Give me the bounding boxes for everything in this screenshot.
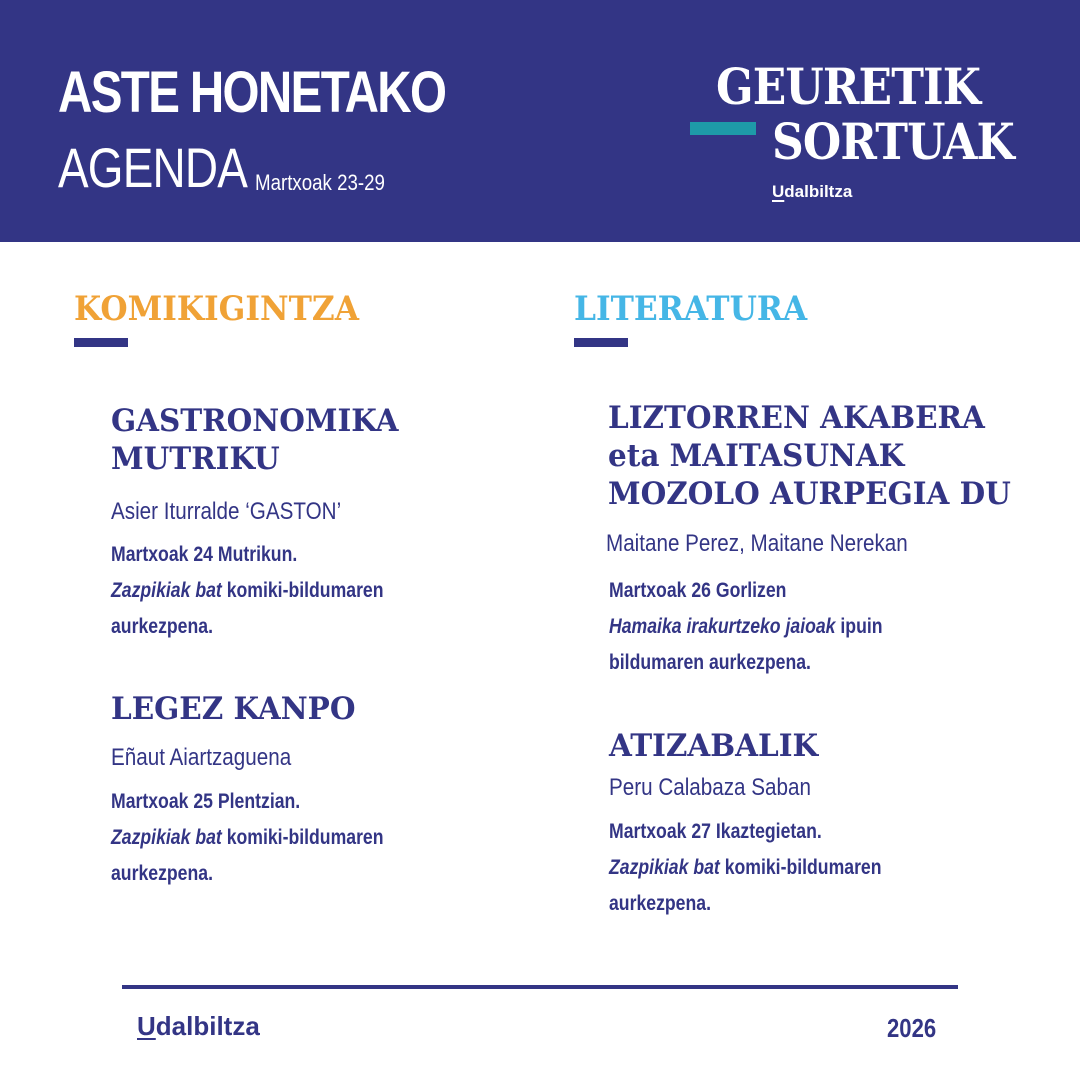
footer-logo-u-letter: U [137,1011,156,1041]
event-desc-text: komiki-bildumaren [719,856,882,879]
event-title-line: LEGEZ KANPO [111,691,356,727]
footer-year: 2026 [887,1013,937,1043]
event-title [111,402,399,478]
event-author: Peru Calabaza Saban [609,774,811,801]
event-date-place: Martxoak 26 Gorlizen [609,579,787,602]
event-title-line: ATIZABALIK [609,728,819,764]
event-title [609,727,818,765]
event-author: Maitane Perez, Maitane Nerekan [606,530,908,557]
event-work-title: Zazpikiak bat [111,579,222,602]
event-title-line: LIZTORREN AKABERA [608,400,985,436]
geuretik-logo-line1: GEURETIK [716,57,981,116]
event-date-place: Martxoak 25 Plentzian. [111,790,301,813]
event-date-place: Martxoak 24 Mutrikun. [111,543,298,566]
footer-divider [122,985,958,989]
event-title [608,399,1011,513]
event-title-line: GASTRONOMIKA [111,403,399,439]
logo-accent-bar [690,122,756,135]
event-work-title: Zazpikiak bat [609,856,720,879]
event-presentation [111,573,384,609]
literatura-underline [574,338,628,347]
event-title-line: eta MAITASUNAK [608,438,905,474]
event-title-line: MOZOLO AURPEGIA DU [608,476,1011,512]
literatura-heading: LITERATURA [574,289,808,329]
event-description [609,814,882,922]
event-desc-text: komiki-bildumaren [221,826,384,849]
footer-logo-rest: dalbiltza [155,1011,260,1041]
event-desc-end: aurkezpena. [609,892,711,915]
event-author: Eñaut Aiartzaguena [111,744,292,771]
event-presentation [609,850,882,886]
event-description [111,784,384,892]
logo-brand-rest: dalbiltza [784,182,853,201]
logo-u-letter: U [772,182,785,201]
event-desc-text: ipuin [835,615,883,638]
event-desc-end: aurkezpena. [111,862,213,885]
event-work-title: Hamaika irakurtzeko jaioak [609,615,836,638]
header-banner [0,0,1080,242]
event-description [111,537,384,645]
udalbiltza-footer-logo [137,1011,260,1042]
header-title-line1: ASTE HONETAKO [58,60,446,125]
event-desc-text: komiki-bildumaren [221,579,384,602]
event-desc-end: aurkezpena. [111,615,213,638]
event-presentation [609,609,883,645]
komikigintza-underline [74,338,128,347]
event-desc-end: bildumaren aurkezpena. [609,651,811,674]
event-author: Asier Iturralde ‘GASTON’ [111,498,342,525]
event-date-place: Martxoak 27 Ikaztegietan. [609,820,822,843]
komikigintza-heading: KOMIKIGINTZA [74,289,359,329]
event-presentation [111,820,384,856]
header-title-line2: AGENDA [58,136,248,199]
event-title [111,690,355,728]
event-title-line: MUTRIKU [111,441,280,477]
event-work-title: Zazpikiak bat [111,826,222,849]
geuretik-logo-line2: SORTUAK [772,112,1014,171]
udalbiltza-header-logo [772,182,852,202]
header-dates: Martxoak 23-29 [255,170,385,195]
event-description [609,573,883,681]
